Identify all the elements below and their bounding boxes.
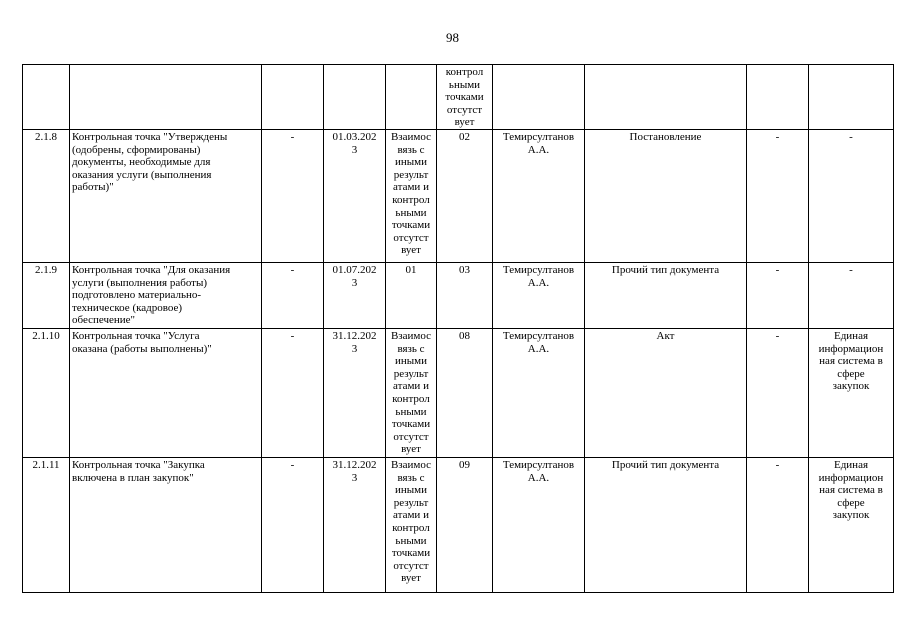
line: 3 bbox=[351, 143, 358, 156]
line: Темирсултанов bbox=[502, 458, 575, 471]
cell-doc-type: Постановление bbox=[585, 129, 747, 262]
line: контрол bbox=[392, 193, 430, 206]
line: вязь с bbox=[397, 143, 425, 156]
line: отсутст bbox=[393, 430, 429, 443]
line: атами и bbox=[393, 181, 429, 194]
line: вует bbox=[454, 116, 475, 129]
line: Контрольная точка "Утверждены bbox=[72, 130, 228, 143]
line: включена в план закупок" bbox=[72, 471, 194, 484]
cell-date bbox=[324, 129, 386, 262]
line: иными bbox=[394, 156, 427, 169]
line: А.А. bbox=[527, 276, 550, 289]
cell-num: 2.1.11 bbox=[23, 457, 70, 592]
cell-name bbox=[70, 262, 262, 328]
cell-doc-type: Прочий тип документа bbox=[585, 262, 747, 328]
line: вует bbox=[401, 572, 421, 585]
line: отсутст bbox=[393, 231, 429, 244]
cell-doc-type bbox=[585, 65, 747, 130]
cell-system bbox=[809, 65, 894, 130]
line: контрол bbox=[445, 66, 484, 78]
line: ьными bbox=[395, 534, 427, 547]
line: ная система в bbox=[819, 484, 883, 497]
cell-system bbox=[809, 129, 894, 262]
line: вязь с bbox=[397, 342, 425, 355]
line: атами и bbox=[393, 380, 429, 393]
line: - bbox=[849, 130, 853, 143]
cell-col3: - bbox=[262, 457, 324, 592]
line: ьными bbox=[448, 78, 481, 91]
cell-num: 2.1.10 bbox=[23, 328, 70, 457]
table-row bbox=[23, 129, 894, 262]
cell-responsible bbox=[493, 65, 585, 130]
line: результ bbox=[393, 168, 429, 181]
cell-name bbox=[70, 65, 262, 130]
line: оказания услуги (выполнения bbox=[72, 168, 212, 181]
cell-code: 09 bbox=[437, 457, 493, 592]
line: сфере bbox=[837, 367, 865, 380]
table-row-continuation bbox=[23, 65, 894, 130]
line: 01.07.202 bbox=[332, 263, 377, 276]
cell-name bbox=[70, 328, 262, 457]
cell-system bbox=[809, 328, 894, 457]
cell-col9: - bbox=[747, 262, 809, 328]
line: Контрольная точка "Услуга bbox=[72, 329, 200, 342]
page-number: 98 bbox=[446, 30, 459, 45]
line: 01 bbox=[405, 263, 417, 276]
line: контрол bbox=[392, 521, 430, 534]
cell-doc-type: Акт bbox=[585, 328, 747, 457]
line: (одобрены, сформированы) bbox=[72, 143, 201, 156]
line: 3 bbox=[351, 342, 358, 355]
cell-col9: - bbox=[747, 457, 809, 592]
cell-relation bbox=[386, 328, 437, 457]
line: А.А. bbox=[527, 342, 550, 355]
cell-relation bbox=[386, 457, 437, 592]
line: ная система в bbox=[819, 355, 883, 368]
line: Единая bbox=[833, 329, 869, 342]
table-row bbox=[23, 262, 894, 328]
cell-col9 bbox=[747, 65, 809, 130]
line: точками bbox=[391, 418, 431, 431]
line: Контрольная точка "Закупка bbox=[72, 458, 205, 471]
cell-responsible bbox=[493, 262, 585, 328]
line: Темирсултанов bbox=[502, 130, 575, 143]
line: ьными bbox=[395, 206, 427, 219]
line: информацион bbox=[818, 342, 884, 355]
cell-num: 2.1.9 bbox=[23, 262, 70, 328]
cell-code bbox=[437, 65, 493, 130]
cell-num: 2.1.8 bbox=[23, 129, 70, 262]
line: вязь с bbox=[397, 471, 425, 484]
line: результ bbox=[393, 367, 429, 380]
line: закупок bbox=[832, 509, 870, 522]
line: А.А. bbox=[527, 143, 550, 156]
cell-responsible bbox=[493, 457, 585, 592]
cell-col9: - bbox=[747, 328, 809, 457]
table-row bbox=[23, 457, 894, 592]
line: Взаимос bbox=[390, 329, 432, 342]
cell-relation bbox=[386, 65, 437, 130]
line: Контрольная точка "Для оказания bbox=[72, 263, 231, 276]
line: Взаимос bbox=[390, 458, 432, 471]
cell-date bbox=[324, 262, 386, 328]
line: контрол bbox=[392, 392, 430, 405]
line: иными bbox=[394, 484, 427, 497]
line: Единая bbox=[833, 458, 869, 471]
line: информацион bbox=[818, 471, 884, 484]
line: техническое (кадровое) bbox=[72, 301, 183, 314]
cell-name bbox=[70, 457, 262, 592]
cell-num bbox=[23, 65, 70, 130]
control-points-table bbox=[22, 64, 894, 593]
line: 01.03.202 bbox=[332, 130, 377, 143]
cell-date bbox=[324, 457, 386, 592]
line: оказана (работы выполнены)" bbox=[72, 342, 212, 355]
cell-responsible bbox=[493, 129, 585, 262]
line: точками bbox=[445, 91, 484, 104]
line: подготовлено материально- bbox=[72, 289, 202, 302]
line: 31.12.202 bbox=[332, 458, 377, 471]
line: вует bbox=[401, 244, 421, 257]
cell-col3 bbox=[262, 65, 324, 130]
cell-code: 03 bbox=[437, 262, 493, 328]
cell-col9: - bbox=[747, 129, 809, 262]
table-body bbox=[23, 65, 894, 593]
line: сфере bbox=[837, 496, 865, 509]
line: работы)" bbox=[72, 181, 114, 194]
line: документы, необходимые для bbox=[72, 156, 211, 169]
line: Темирсултанов bbox=[502, 329, 575, 342]
cell-relation bbox=[386, 129, 437, 262]
cell-col3: - bbox=[262, 129, 324, 262]
line: Взаимос bbox=[390, 130, 432, 143]
cell-col3: - bbox=[262, 328, 324, 457]
cell-doc-type: Прочий тип документа bbox=[585, 457, 747, 592]
line: иными bbox=[394, 355, 427, 368]
table-row bbox=[23, 328, 894, 457]
line: 3 bbox=[351, 276, 358, 289]
line: услуги (выполнения работы) bbox=[72, 276, 208, 289]
line: отсутст bbox=[446, 103, 483, 116]
cell-name bbox=[70, 129, 262, 262]
line: атами и bbox=[393, 509, 429, 522]
line: точками bbox=[391, 219, 431, 232]
line: 31.12.202 bbox=[332, 329, 377, 342]
cell-system bbox=[809, 457, 894, 592]
cell-col3: - bbox=[262, 262, 324, 328]
line: - bbox=[849, 263, 853, 276]
line: закупок bbox=[832, 380, 870, 393]
line: Темирсултанов bbox=[502, 263, 575, 276]
cell-date bbox=[324, 65, 386, 130]
cell-relation bbox=[386, 262, 437, 328]
line: 3 bbox=[351, 471, 358, 484]
line: ьными bbox=[395, 405, 427, 418]
line: точками bbox=[391, 547, 431, 560]
cell-system bbox=[809, 262, 894, 328]
cell-responsible bbox=[493, 328, 585, 457]
cell-date bbox=[324, 328, 386, 457]
line: обеспечение" bbox=[72, 314, 136, 327]
line: отсутст bbox=[393, 559, 429, 572]
cell-code: 02 bbox=[437, 129, 493, 262]
line: вует bbox=[401, 443, 421, 456]
line: результ bbox=[393, 496, 429, 509]
cell-code: 08 bbox=[437, 328, 493, 457]
line: А.А. bbox=[527, 471, 550, 484]
